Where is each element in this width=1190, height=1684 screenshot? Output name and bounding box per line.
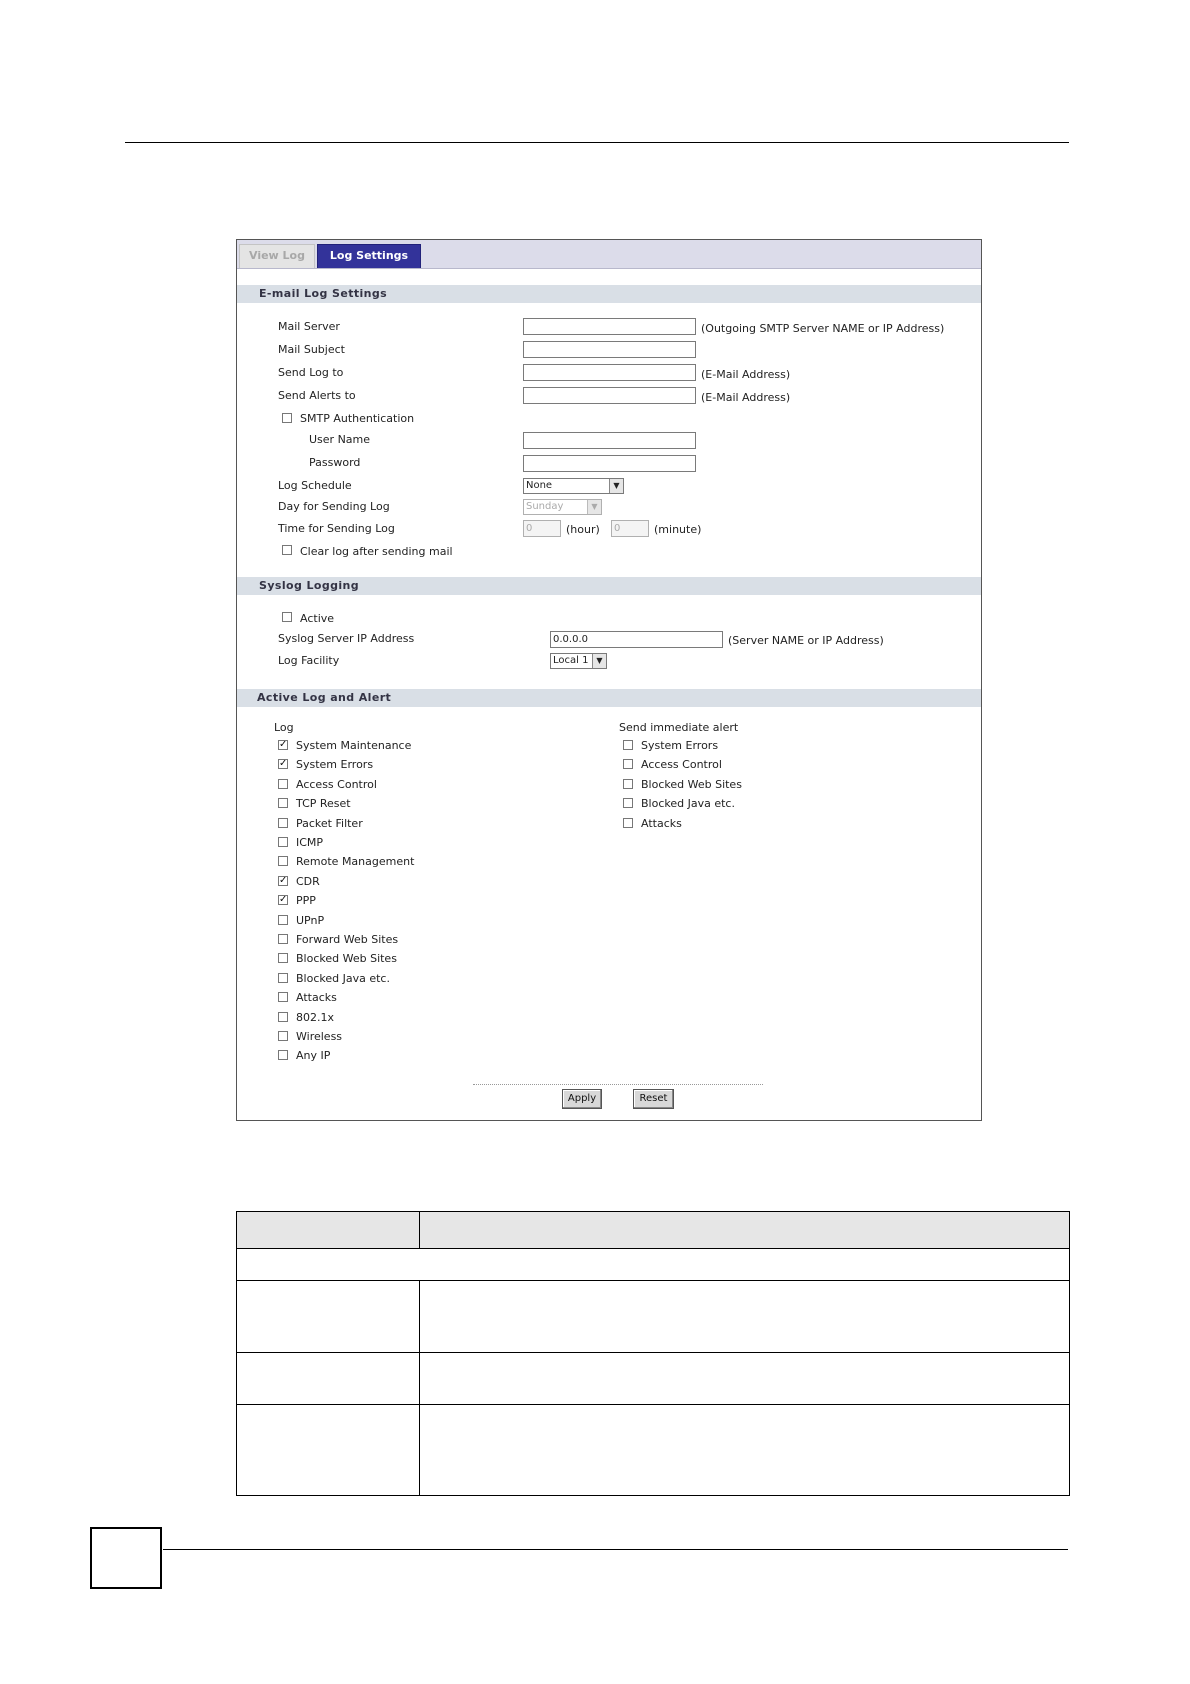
log-item-label: UPnP bbox=[296, 913, 325, 927]
log-item-checkbox[interactable] bbox=[278, 876, 288, 886]
alert-section-header bbox=[237, 689, 981, 707]
log-item-checkbox[interactable] bbox=[278, 1031, 288, 1041]
log-facility-select[interactable] bbox=[550, 653, 607, 669]
send-log-to-hint: (E-Mail Address) bbox=[701, 368, 791, 381]
header-column-divider bbox=[419, 1212, 420, 1248]
log-item-checkbox[interactable] bbox=[278, 973, 288, 983]
send-log-to-label: Send Log to bbox=[278, 366, 344, 379]
email-section-title: E-mail Log Settings bbox=[259, 287, 388, 300]
log-schedule-select[interactable] bbox=[523, 478, 624, 494]
chevron-down-icon: ▼ bbox=[587, 500, 601, 514]
reset-button[interactable]: Reset bbox=[633, 1089, 674, 1109]
footer-rule bbox=[163, 1549, 1068, 1550]
check-icon: ✓ bbox=[279, 759, 288, 770]
log-item-label: Access Control bbox=[296, 777, 377, 791]
alert-section-title: Active Log and Alert bbox=[257, 691, 392, 704]
page-number-box bbox=[90, 1527, 162, 1589]
log-item-label: Remote Management bbox=[296, 855, 415, 869]
log-column-header: Log bbox=[274, 721, 294, 734]
alert-item-label: Blocked Web Sites bbox=[641, 777, 742, 791]
alert-item-checkbox[interactable] bbox=[623, 798, 633, 808]
alert-item-label: System Errors bbox=[641, 739, 719, 752]
header-rule bbox=[125, 142, 1069, 143]
check-icon: ✓ bbox=[279, 875, 288, 886]
log-item-label: PPP bbox=[296, 894, 316, 908]
description-table bbox=[236, 1211, 1070, 1496]
button-divider bbox=[473, 1084, 763, 1085]
log-item-checkbox[interactable] bbox=[278, 953, 288, 963]
log-item-label: Blocked Web Sites bbox=[296, 952, 397, 966]
log-schedule-label: Log Schedule bbox=[278, 479, 352, 492]
check-icon: ✓ bbox=[279, 895, 288, 906]
hour-input[interactable] bbox=[523, 520, 561, 537]
syslog-section-title: Syslog Logging bbox=[259, 579, 360, 592]
log-item-checkbox[interactable] bbox=[278, 779, 288, 789]
day-for-sending-select[interactable] bbox=[523, 499, 602, 515]
table-header-row bbox=[237, 1212, 1069, 1249]
log-item-checkbox[interactable] bbox=[278, 740, 288, 750]
time-for-sending-label: Time for Sending Log bbox=[278, 522, 395, 535]
log-item-label: Any IP bbox=[296, 1049, 331, 1063]
syslog-server-input[interactable] bbox=[550, 631, 723, 648]
log-schedule-value: None bbox=[526, 480, 553, 491]
table-row-divider bbox=[237, 1280, 1069, 1281]
syslog-server-hint: (Server NAME or IP Address) bbox=[728, 634, 884, 647]
alert-item-label: Access Control bbox=[641, 758, 722, 772]
minute-unit: (minute) bbox=[654, 523, 702, 536]
user-name-input[interactable] bbox=[523, 432, 696, 449]
table-column-divider bbox=[419, 1280, 420, 1495]
mail-subject-label: Mail Subject bbox=[278, 343, 345, 356]
mail-server-input[interactable] bbox=[523, 318, 696, 335]
syslog-active-checkbox[interactable] bbox=[282, 612, 292, 622]
send-log-to-input[interactable] bbox=[523, 364, 696, 381]
minute-input[interactable] bbox=[611, 520, 649, 537]
table-row-divider bbox=[237, 1352, 1069, 1353]
smtp-auth-checkbox[interactable] bbox=[282, 413, 292, 423]
alert-column-header: Send immediate alert bbox=[619, 721, 739, 734]
table-row-divider bbox=[237, 1404, 1069, 1405]
mail-server-hint: (Outgoing SMTP Server NAME or IP Address) bbox=[701, 322, 945, 335]
log-item-label: Forward Web Sites bbox=[296, 933, 399, 946]
log-item-checkbox[interactable] bbox=[278, 837, 288, 847]
alert-item-label: Blocked Java etc. bbox=[641, 797, 735, 811]
log-item-label: Attacks bbox=[296, 991, 337, 1005]
log-item-label: Blocked Java etc. bbox=[296, 971, 390, 985]
log-item-checkbox[interactable] bbox=[278, 895, 288, 905]
day-for-sending-label: Day for Sending Log bbox=[278, 500, 390, 513]
tab-bar bbox=[237, 240, 981, 269]
log-item-checkbox[interactable] bbox=[278, 992, 288, 1002]
alert-item-checkbox[interactable] bbox=[623, 740, 633, 750]
log-item-label: ICMP bbox=[296, 836, 324, 849]
chevron-down-icon: ▼ bbox=[609, 479, 623, 493]
log-item-label: CDR bbox=[296, 874, 320, 888]
tab-view-log[interactable]: View Log bbox=[239, 244, 315, 268]
day-for-sending-value: Sunday bbox=[526, 501, 564, 512]
mail-server-label: Mail Server bbox=[278, 320, 340, 333]
chevron-down-icon: ▼ bbox=[592, 654, 606, 668]
send-alerts-to-hint: (E-Mail Address) bbox=[701, 391, 791, 404]
clear-log-checkbox[interactable] bbox=[282, 545, 292, 555]
send-alerts-to-input[interactable] bbox=[523, 387, 696, 404]
log-item-checkbox[interactable] bbox=[278, 934, 288, 944]
log-item-label: Packet Filter bbox=[296, 816, 363, 830]
log-item-checkbox[interactable] bbox=[278, 798, 288, 808]
hour-unit: (hour) bbox=[566, 523, 600, 536]
log-item-checkbox[interactable] bbox=[278, 915, 288, 925]
log-facility-value: Local 1 bbox=[553, 655, 589, 666]
syslog-section-header bbox=[237, 577, 981, 595]
clear-log-label: Clear log after sending mail bbox=[300, 545, 453, 558]
smtp-auth-label: SMTP Authentication bbox=[300, 412, 415, 425]
syslog-server-label: Syslog Server IP Address bbox=[278, 632, 415, 645]
log-item-label: Wireless bbox=[296, 1030, 343, 1043]
alert-item-checkbox[interactable] bbox=[623, 779, 633, 789]
mail-subject-input[interactable] bbox=[523, 341, 696, 358]
alert-item-checkbox[interactable] bbox=[623, 818, 633, 828]
syslog-active-label: Active bbox=[300, 612, 335, 625]
log-item-label: System Errors bbox=[296, 758, 374, 772]
log-facility-label: Log Facility bbox=[278, 654, 340, 667]
email-section-header bbox=[237, 285, 981, 303]
password-label: Password bbox=[309, 456, 361, 469]
check-icon: ✓ bbox=[279, 740, 288, 750]
apply-button[interactable]: Apply bbox=[562, 1089, 602, 1109]
alert-item-label: Attacks bbox=[641, 816, 682, 830]
password-input[interactable] bbox=[523, 455, 696, 472]
log-item-checkbox[interactable] bbox=[278, 759, 288, 769]
log-item-checkbox[interactable] bbox=[278, 818, 288, 828]
log-item-label: TCP Reset bbox=[296, 797, 351, 811]
tab-log-settings[interactable]: Log Settings bbox=[317, 244, 421, 268]
log-item-checkbox[interactable] bbox=[278, 1050, 288, 1060]
log-item-label: 802.1x bbox=[296, 1010, 335, 1024]
send-alerts-to-label: Send Alerts to bbox=[278, 389, 356, 402]
log-item-label: System Maintenance bbox=[296, 739, 412, 752]
user-name-label: User Name bbox=[309, 433, 371, 446]
log-item-checkbox[interactable] bbox=[278, 1012, 288, 1022]
log-item-checkbox[interactable] bbox=[278, 856, 288, 866]
alert-item-checkbox[interactable] bbox=[623, 759, 633, 769]
log-settings-panel bbox=[236, 239, 982, 1121]
